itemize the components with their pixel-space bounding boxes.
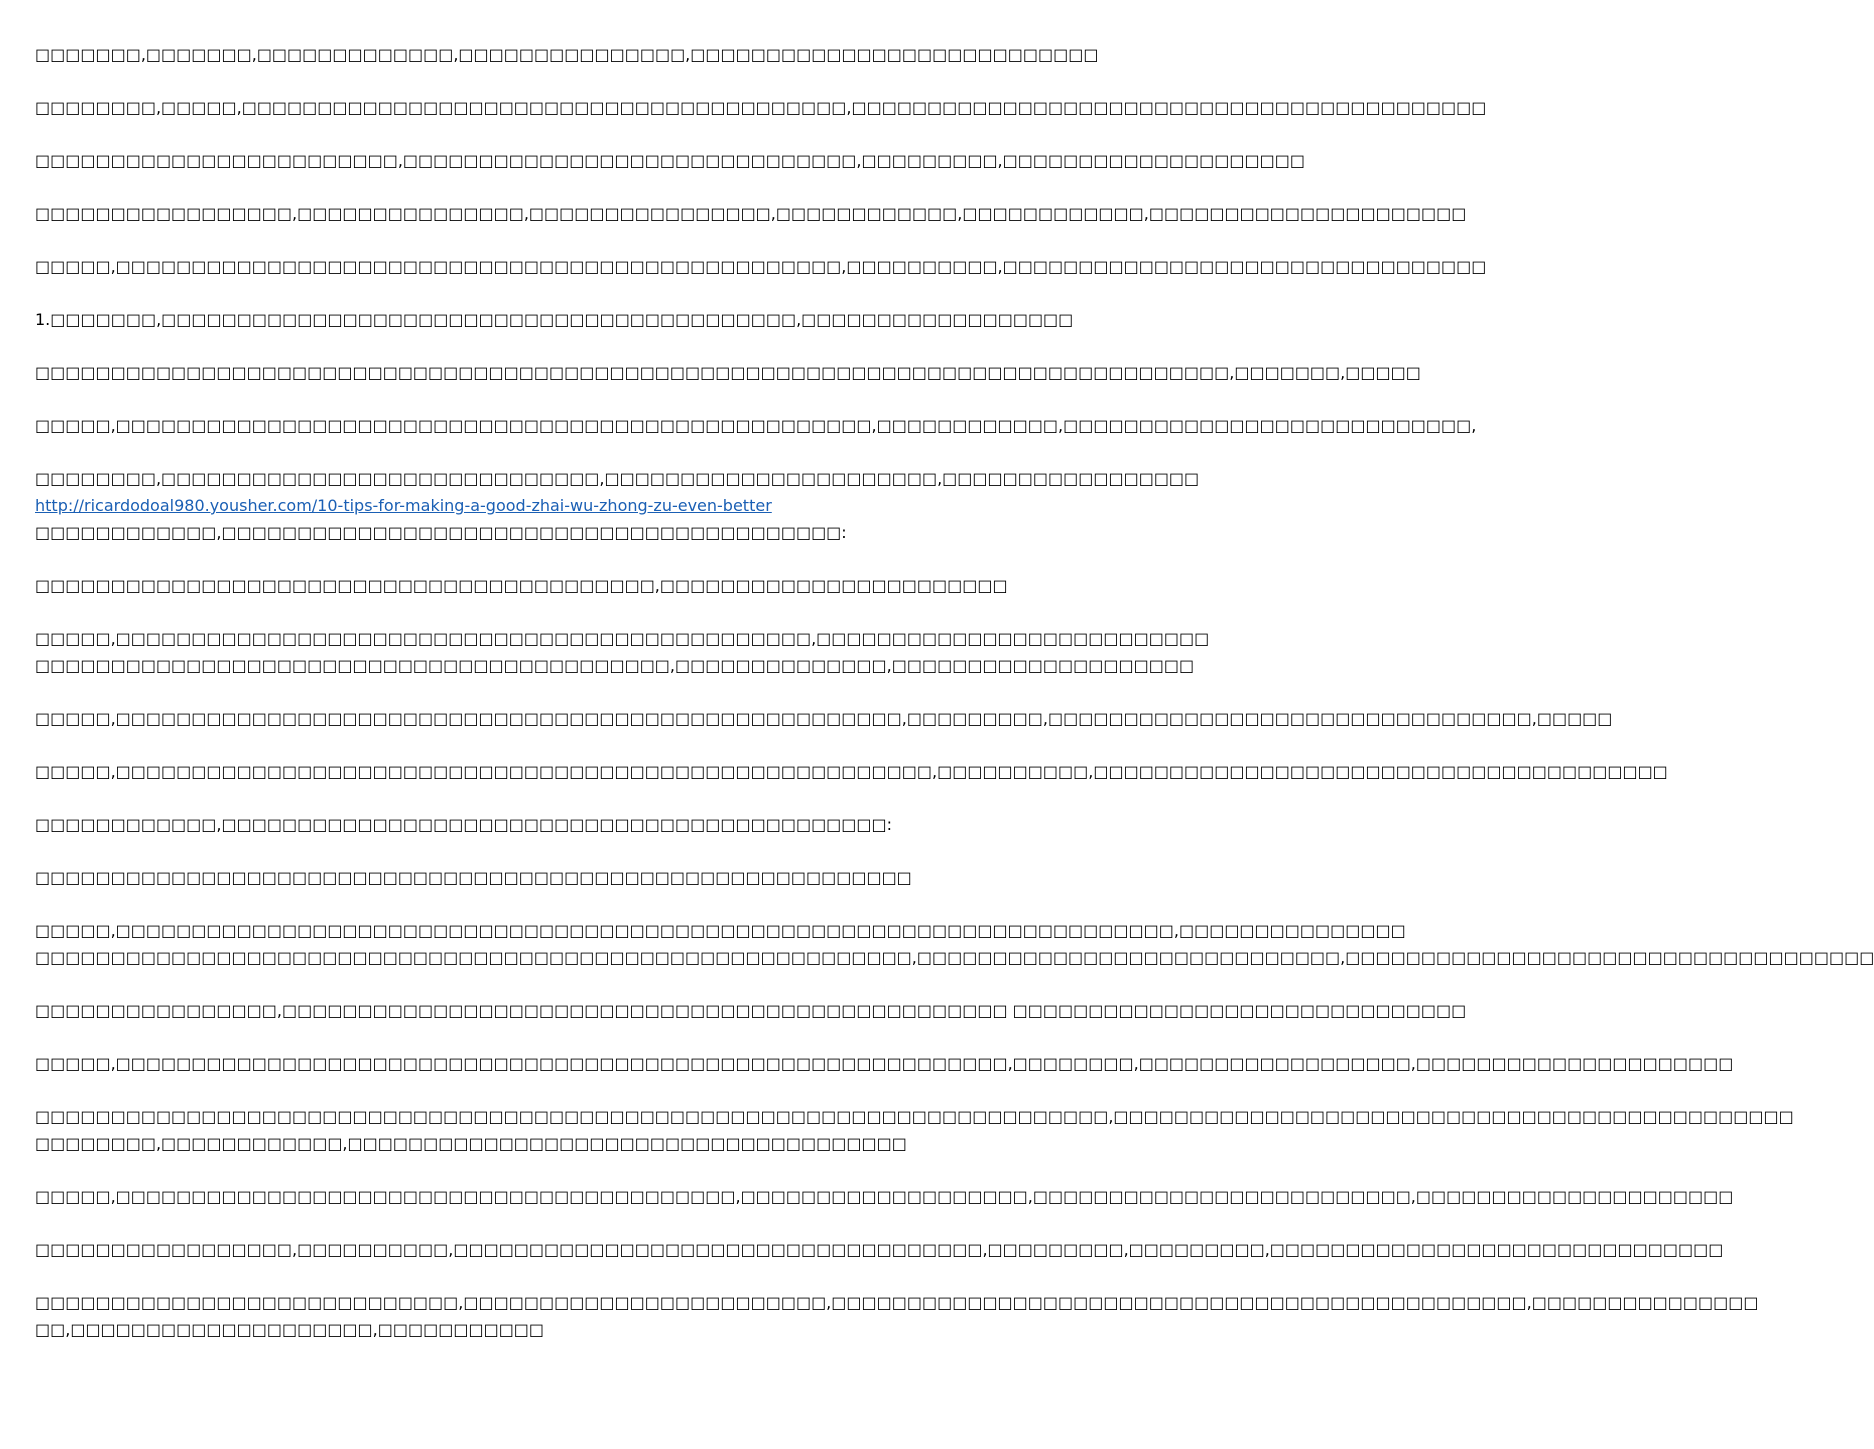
document-body	[35, 41, 1874, 1369]
paragraph-line: □□□□□□□□□□□□□□□□□□□□□□□□□□□□□□□□□□□□□□□□□□,□□□□□□□□□□□□□□,□□□□□□□□□□□□□□□□□□□□	[35, 656, 1195, 675]
paragraph-line: □□□□□□□□□□□□□□□□□□□□□□□□□□□□□□□□□□□□□□□□□□□□□□□□□□□□□□□□□□□□□□□□□□□□□□□,□□□□□□□□□□□□□□□□□□□□□□□□□□□□□□□□□□□□□□□□□□□□□	[35, 1107, 1794, 1126]
paragraph	[35, 253, 1487, 280]
paragraph	[35, 41, 1099, 68]
article-link[interactable]: http://ricardodoal980.yousher.com/10-tips-for-making-a-good-zhai-wu-zhong-zu-even-better	[35, 496, 772, 515]
paragraph	[35, 811, 990, 838]
paragraph	[35, 997, 1467, 1024]
paragraph-line: □□□□□,□□□□□□□□□□□□□□□□□□□□□□□□□□□□□□□□□□□□□□□□□□□□□□□□□□□□□□□□□□□□□□□□□□□□□□,□□□□□□□□□□□□□□□	[35, 921, 1406, 940]
paragraph	[35, 1183, 1734, 1210]
paragraph-line: □□□□□□□,□□□□□□□,□□□□□□□□□□□□□,□□□□□□□□□□□□□□□,□□□□□□□□□□□□□□□□□□□□□□□□□□□	[35, 45, 1099, 64]
paragraph-line: □□□□□□□□□□□□□□□□□□□□□□□□□□□□,□□□□□□□□□□□□□□□□□□□□□□□□,□□□□□□□□□□□□□□□□□□□□□□□□□□□□□□□□□□□□□□□□□□□□□□,□□□□□□□□□□□□□□□	[35, 1293, 1759, 1312]
paragraph-line: □□,□□□□□□□□□□□□□□□□□□□□,□□□□□□□□□□□	[35, 1320, 545, 1339]
paragraph-line: □□□□□□□□□□□□□□□□□,□□□□□□□□□□□□□□□,□□□□□□□□□□□□□□□□,□□□□□□□□□□□□,□□□□□□□□□□□□,□□□□□□□□□□□□□□□□□□□□□	[35, 204, 1467, 223]
paragraph-line: 1.□□□□□□□,□□□□□□□□□□□□□□□□□□□□□□□□□□□□□□□□□□□□□□□□□□,□□□□□□□□□□□□□□□□□□	[35, 310, 1074, 329]
paragraph	[35, 1289, 1759, 1343]
paragraph-line: □□□□□,□□□□□□□□□□□□□□□□□□□□□□□□□□□□□□□□□□□□□□□□□□□□□□□□□□□□,□□□□□□□□□,□□□□□□□□□□□□□□□□□□□□□□□□□□□□□□□□,□□□□□	[35, 709, 1613, 728]
paragraph-line: □□□□□□□□□□□□□□□□□□□□□□□□□□□□□□□□□□□□□□□□□□□□□□□□□□□□□□□□□□□□□□□□□□□□□□□□□□□□□□□,□□□□□□□,□□□□□	[35, 363, 1421, 382]
paragraph-line: □□□□□,□□□□□□□□□□□□□□□□□□□□□□□□□□□□□□□□□□□□□□□□□□□□□□□□,□□□□□□□□□□,□□□□□□□□□□□□□□□□□□□□□□□□□□□□□□□□	[35, 257, 1487, 276]
paragraph	[35, 758, 1668, 785]
paragraph	[35, 465, 1200, 546]
paragraph	[35, 864, 990, 891]
paragraph-line: □□□□□□□□□□□□□□□□□□□□□□□□□□□□□□□□□□□□□□□□□□□□□□□□□□□□□□□□□□	[35, 868, 912, 887]
paragraph	[35, 147, 1305, 174]
paragraph-line: □□□□□,□□□□□□□□□□□□□□□□□□□□□□□□□□□□□□□□□□□□□□□□□□□□□□,□□□□□□□□□□□□□□□□□□□□□□□□□□	[35, 629, 1210, 648]
paragraph-line: □□□□□□□□□□□□,□□□□□□□□□□□□□□□□□□□□□□□□□□□□□□□□□□□□□□□□□□□□:	[35, 815, 893, 834]
paragraph-line: □□□□□,□□□□□□□□□□□□□□□□□□□□□□□□□□□□□□□□□□□□□□□□□□□□□□□□□□□□□□□□□□□,□□□□□□□□,□□□□□□□□□□□□□□□□□□,□□□□□□□□□□□□□□□□□□□□□	[35, 1054, 1734, 1073]
paragraph-line: □□□□□,□□□□□□□□□□□□□□□□□□□□□□□□□□□□□□□□□□□□□□□□□□□□□□□□□□□□□□,□□□□□□□□□□,□□□□□□□□□□□□□□□□□□□□□□□□□□□□□□□□□□□□□□	[35, 762, 1668, 781]
paragraph	[35, 1236, 1724, 1263]
link-line	[35, 492, 990, 519]
paragraph-line: □□□□□□□□□□□□□□□□□□□□□□□□,□□□□□□□□□□□□□□□□□□□□□□□□□□□□□□,□□□□□□□□□,□□□□□□□□□□□□□□□□□□□□	[35, 151, 1305, 170]
paragraph-line: □□□□□□□□,□□□□□,□□□□□□□□□□□□□□□□□□□□□□□□□□□□□□□□□□□□□□□□,□□□□□□□□□□□□□□□□□□□□□□□□□□□□□□□□□□□□□□□□□□	[35, 98, 1487, 117]
paragraph-line: □□□□□□□□□□□□,□□□□□□□□□□□□□□□□□□□□□□□□□□□□□□□□□□□□□□□□□:	[35, 523, 847, 542]
paragraph	[35, 705, 1613, 732]
paragraph-line: □□□□□,□□□□□□□□□□□□□□□□□□□□□□□□□□□□□□□□□□□□□□□□□,□□□□□□□□□□□□□□□□□□□,□□□□□□□□□□□□□□□□□□□□□□□□□,□□□□□□□□□□□□□□□□□□□□□	[35, 1187, 1734, 1206]
paragraph	[35, 412, 1477, 439]
paragraph-line: □□□□□□□□,□□□□□□□□□□□□□□□□□□□□□□□□□□□□□,□□□□□□□□□□□□□□□□□□□□□□,□□□□□□□□□□□□□□□□□	[35, 469, 1200, 488]
paragraph-line: □□□□□,□□□□□□□□□□□□□□□□□□□□□□□□□□□□□□□□□□□□□□□□□□□□□□□□□□,□□□□□□□□□□□□,□□□□□□□□□□□□□□□□□□□□□□□□□□□,	[35, 416, 1477, 435]
paragraph	[35, 94, 1487, 121]
paragraph-line: □□□□□□□□,□□□□□□□□□□□□,□□□□□□□□□□□□□□□□□□□□□□□□□□□□□□□□□□□□□	[35, 1134, 907, 1153]
paragraph	[35, 572, 1008, 599]
paragraph	[35, 917, 1874, 971]
paragraph	[35, 1050, 1734, 1077]
paragraph-line: □□□□□□□□□□□□□□□□□□□□□□□□□□□□□□□□□□□□□□□□□,□□□□□□□□□□□□□□□□□□□□□□□	[35, 576, 1008, 595]
paragraph	[35, 625, 1210, 679]
paragraph-line: □□□□□□□□□□□□□□□□□,□□□□□□□□□□,□□□□□□□□□□□□□□□□□□□□□□□□□□□□□□□□□□□,□□□□□□□□□,□□□□□□□□□,□□□□□□□□□□□□□□□□□□□□□□□□□□□□□□	[35, 1240, 1724, 1259]
paragraph-line: □□□□□□□□□□□□□□□□□□□□□□□□□□□□□□□□□□□□□□□□□□□□□□□□□□□□□□□□□□,□□□□□□□□□□□□□□□□□□□□□□□□□□□□,□□□□□□□□□□□□□□□□□□□□□□□□□□□□□□□□□□□	[35, 948, 1874, 967]
paragraph	[35, 200, 1467, 227]
paragraph	[35, 306, 1074, 333]
paragraph	[35, 1103, 1794, 1157]
paragraph	[35, 359, 1421, 386]
paragraph-line: □□□□□□□□□□□□□□□□,□□□□□□□□□□□□□□□□□□□□□□□□□□□□□□□□□□□□□□□□□□□□□□□□ □□□□□□□□□□□□□□□□□□□□□□□□□□□□□□	[35, 1001, 1467, 1020]
